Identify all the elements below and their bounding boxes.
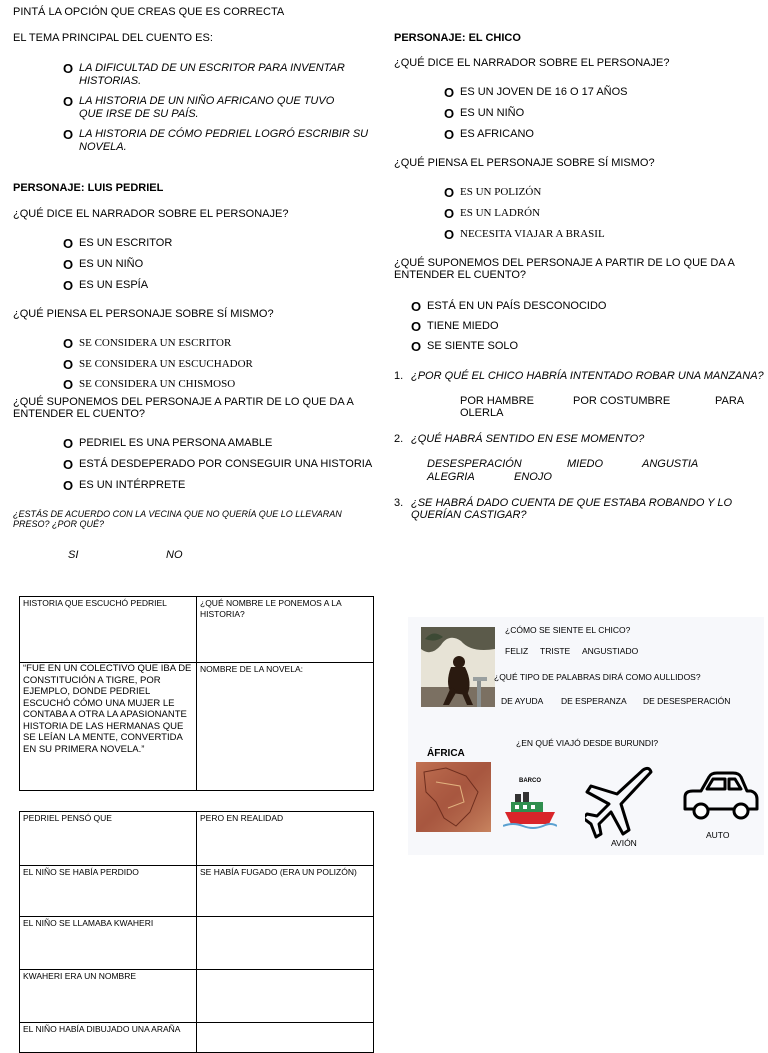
feel-option-angustiado[interactable]: ANGUSTIADO [582,646,639,656]
table-row-reality[interactable]: SE HABÍA FUGADO (ERA UN POLIZÓN) [197,866,374,917]
feeling-answer-miedo[interactable]: MIEDO [567,458,604,470]
bubble-icon[interactable]: O [444,227,455,242]
bubble-icon[interactable]: O [444,206,455,221]
suppose-option-3[interactable]: O ES UN INTÉRPRETE [63,478,186,493]
feeling-question: ¿QUÉ HABRÁ SENTIDO EN ESE MOMENTO? [411,433,645,445]
car-label: AUTO [706,830,730,840]
main-option-1[interactable]: O LA DIFICULTAD DE UN ESCRITOR PARA INVENTAR HISTORIAS. [63,61,345,87]
instruction: PINTÁ LA OPCIÓN QUE CREAS QUE ES CORRECTA [13,6,285,18]
car-icon[interactable] [681,771,761,823]
bubble-icon[interactable]: O [444,85,455,100]
chico-self-option-3[interactable]: O NECESITA VIAJAR A BRASIL [444,227,605,242]
apple-answer-costumbre[interactable]: POR COSTUMBRE [573,395,671,407]
bubble-icon[interactable]: O [63,336,74,351]
character-title-chico: PERSONAJE: EL CHICO [394,32,521,44]
bubble-icon[interactable]: O [411,319,422,334]
table-row-thought: EL NIÑO SE LLAMABA KWAHERI [20,917,197,970]
suppose-question: ¿QUÉ SUPONEMOS DEL PERSONAJE A PARTIR DE LO QUE DA A ENTENDER EL CUENTO? [13,396,354,420]
feeling-answer-enojo[interactable]: ENOJO [514,471,552,483]
feel-option-triste[interactable]: TRISTE [540,646,571,656]
table-row-reality[interactable] [197,970,374,1023]
feeling-answer-angustia[interactable]: ANGUSTIA [642,458,699,470]
self-question: ¿QUÉ PIENSA EL PERSONAJE SOBRE SÍ MISMO? [13,308,274,320]
chico-suppose-option-1[interactable]: O ESTÁ EN UN PAÍS DESCONOCIDO [411,299,607,314]
narrator-option-1[interactable]: O ES UN ESCRITOR [63,236,173,251]
novel-name-label: NOMBRE DE LA NOVELA: [200,664,303,674]
reality-header: PERO EN REALIDAD [197,812,374,866]
table-row-thought: KWAHERI ERA UN NOMBRE [20,970,197,1023]
feeling-answer-alegria[interactable]: ALEGRIA [427,471,475,483]
feeling-answer-desesperacion[interactable]: DESESPERACIÓN [427,458,522,470]
sad-boy-picture [421,627,495,707]
bubble-icon[interactable]: O [63,377,74,392]
suppose-option-1[interactable]: O PEDRIEL ES UNA PERSONA AMABLE [63,436,273,451]
bubble-icon[interactable]: O [444,185,455,200]
feel-question: ¿CÓMO SE SIENTE EL CHICO? [505,625,631,635]
main-option-2[interactable]: O LA HISTORIA DE UN NIÑO AFRICANO QUE TUVO QUE IRSE DE SU PAÍS. [63,94,335,120]
thought-header: PEDRIEL PENSÓ QUE [20,812,197,866]
bubble-icon[interactable]: O [63,61,74,76]
stealing-question: ¿SE HABRÁ DADO CUENTA DE QUE ESTABA ROBANDO Y LO QUERÍAN CASTIGAR? [411,497,733,521]
africa-label: ÁFRICA [427,748,465,759]
story-name-header: ¿QUÉ NOMBRE LE PONEMOS A LA HISTORIA? [197,597,374,663]
question-number-2: 2. [394,433,404,445]
chico-narrator-option-1[interactable]: O ES UN JOVEN DE 16 O 17 AÑOS [444,85,628,100]
airplane-icon[interactable] [585,764,655,840]
apple-answer-para[interactable]: PARA [715,395,745,407]
story-heard-header: HISTORIA QUE ESCUCHÓ PEDRIEL [20,597,197,663]
bubble-icon[interactable]: O [63,436,74,451]
table-row-thought: EL NIÑO SE HABÍA PERDIDO [20,866,197,917]
boat-icon[interactable] [503,790,557,830]
chico-suppose-option-3[interactable]: O SE SIENTE SOLO [411,339,519,354]
table-row-reality[interactable] [197,917,374,970]
bubble-icon[interactable]: O [63,278,74,293]
self-option-1[interactable]: O SE CONSIDERA UN ESCRITOR [63,336,232,351]
chico-suppose-option-2[interactable]: O TIENE MIEDO [411,319,499,334]
word-option-desesperacion[interactable]: DE DESESPERACIÓN [643,696,731,706]
bubble-icon[interactable]: O [63,94,74,109]
bubble-icon[interactable]: O [411,299,422,314]
travel-question: ¿EN QUÉ VIAJÓ DESDE BURUNDI? [516,738,659,748]
character-title-pedriel: PERSONAJE: LUIS PEDRIEL [13,182,164,194]
main-option-3[interactable]: O LA HISTORIA DE CÓMO PEDRIEL LOGRÓ ESCRIBIR SU NOVELA. [63,127,369,153]
apple-answer-hambre[interactable]: POR HAMBRE [460,395,534,407]
chico-self-option-2[interactable]: O ES UN LADRÓN [444,206,541,221]
answer-si[interactable]: SI [68,549,79,561]
neighbor-question: ¿ESTÁS DE ACUERDO CON LA VECINA QUE NO QUERÍA QUE LO LLEVARAN PRESO? ¿POR QUÉ? [13,509,342,529]
chico-suppose-question: ¿QUÉ SUPONEMOS DEL PERSONAJE A PARTIR DE LO QUE DA A ENTENDER EL CUENTO? [394,257,735,281]
chico-narrator-option-2[interactable]: O ES UN NIÑO [444,106,525,121]
table-row-thought: EL NIÑO HABÍA DIBUJADO UNA ARAÑA [20,1023,197,1053]
suppose-option-2[interactable]: O ESTÁ DESDEPERADO POR CONSEGUIR UNA HISTORIA [63,457,373,472]
answer-no[interactable]: NO [166,549,183,561]
word-option-ayuda[interactable]: DE AYUDA [501,696,544,706]
africa-map-picture [416,762,491,832]
bubble-icon[interactable]: O [63,357,74,372]
main-topic-question: EL TEMA PRINCIPAL DEL CUENTO ES: [13,32,213,44]
apple-answer-olerla[interactable]: OLERLA [460,407,504,419]
bubble-icon[interactable]: O [63,236,74,251]
bubble-icon[interactable]: O [63,457,74,472]
question-number-3: 3. [394,497,404,509]
story-quote: “FUE EN UN COLECTIVO QUE IBA DE CONSTITUCIÓN A TIGRE, POR EJEMPLO, DONDE PEDRIEL ESCUCHÓ CÓMO UNA MUJER LE CONTABA A OTRA LA APASIONANTE HISTORIA DE LAS HERMANAS QUE SE LEÍAN LA MENTE, CONVERTIDA EN SU PRIMERA NOVELA.” [20,663,197,791]
chico-self-question: ¿QUÉ PIENSA EL PERSONAJE SOBRE SÍ MISMO? [394,157,655,169]
bubble-icon[interactable]: O [444,106,455,121]
boat-label: BARCO [519,778,541,784]
narrator-option-3[interactable]: O ES UN ESPÍA [63,278,149,293]
chico-narrator-option-3[interactable]: O ES AFRICANO [444,127,534,142]
feel-option-feliz[interactable]: FELIZ [505,646,529,656]
bubble-icon[interactable]: O [63,478,74,493]
question-number-1: 1. [394,370,404,382]
airplane-label: AVIÓN [611,838,637,848]
word-option-esperanza[interactable]: DE ESPERANZA [561,696,627,706]
chico-narrator-question: ¿QUÉ DICE EL NARRADOR SOBRE EL PERSONAJE? [394,57,670,69]
bubble-icon[interactable]: O [444,127,455,142]
bubble-icon[interactable]: O [63,127,74,142]
chico-self-option-1[interactable]: O ES UN POLIZÓN [444,185,542,200]
self-option-2[interactable]: O SE CONSIDERA UN ESCUCHADOR [63,357,253,372]
apple-question: ¿POR QUÉ EL CHICO HABRÍA INTENTADO ROBAR UNA MANZANA? [411,370,764,382]
table-row-reality[interactable] [197,1023,374,1053]
story-table [19,596,374,791]
bubble-icon[interactable]: O [63,257,74,272]
bubble-icon[interactable]: O [411,339,422,354]
narrator-option-2[interactable]: O ES UN NIÑO [63,257,144,272]
thought-vs-reality-table [19,811,374,1053]
novel-name-cell[interactable] [197,663,374,791]
words-question: ¿QUÉ TIPO DE PALABRAS DIRÁ COMO AULLIDOS? [494,672,701,682]
self-option-3[interactable]: O SE CONSIDERA UN CHISMOSO [63,377,236,392]
narrator-question: ¿QUÉ DICE EL NARRADOR SOBRE EL PERSONAJE? [13,208,289,220]
